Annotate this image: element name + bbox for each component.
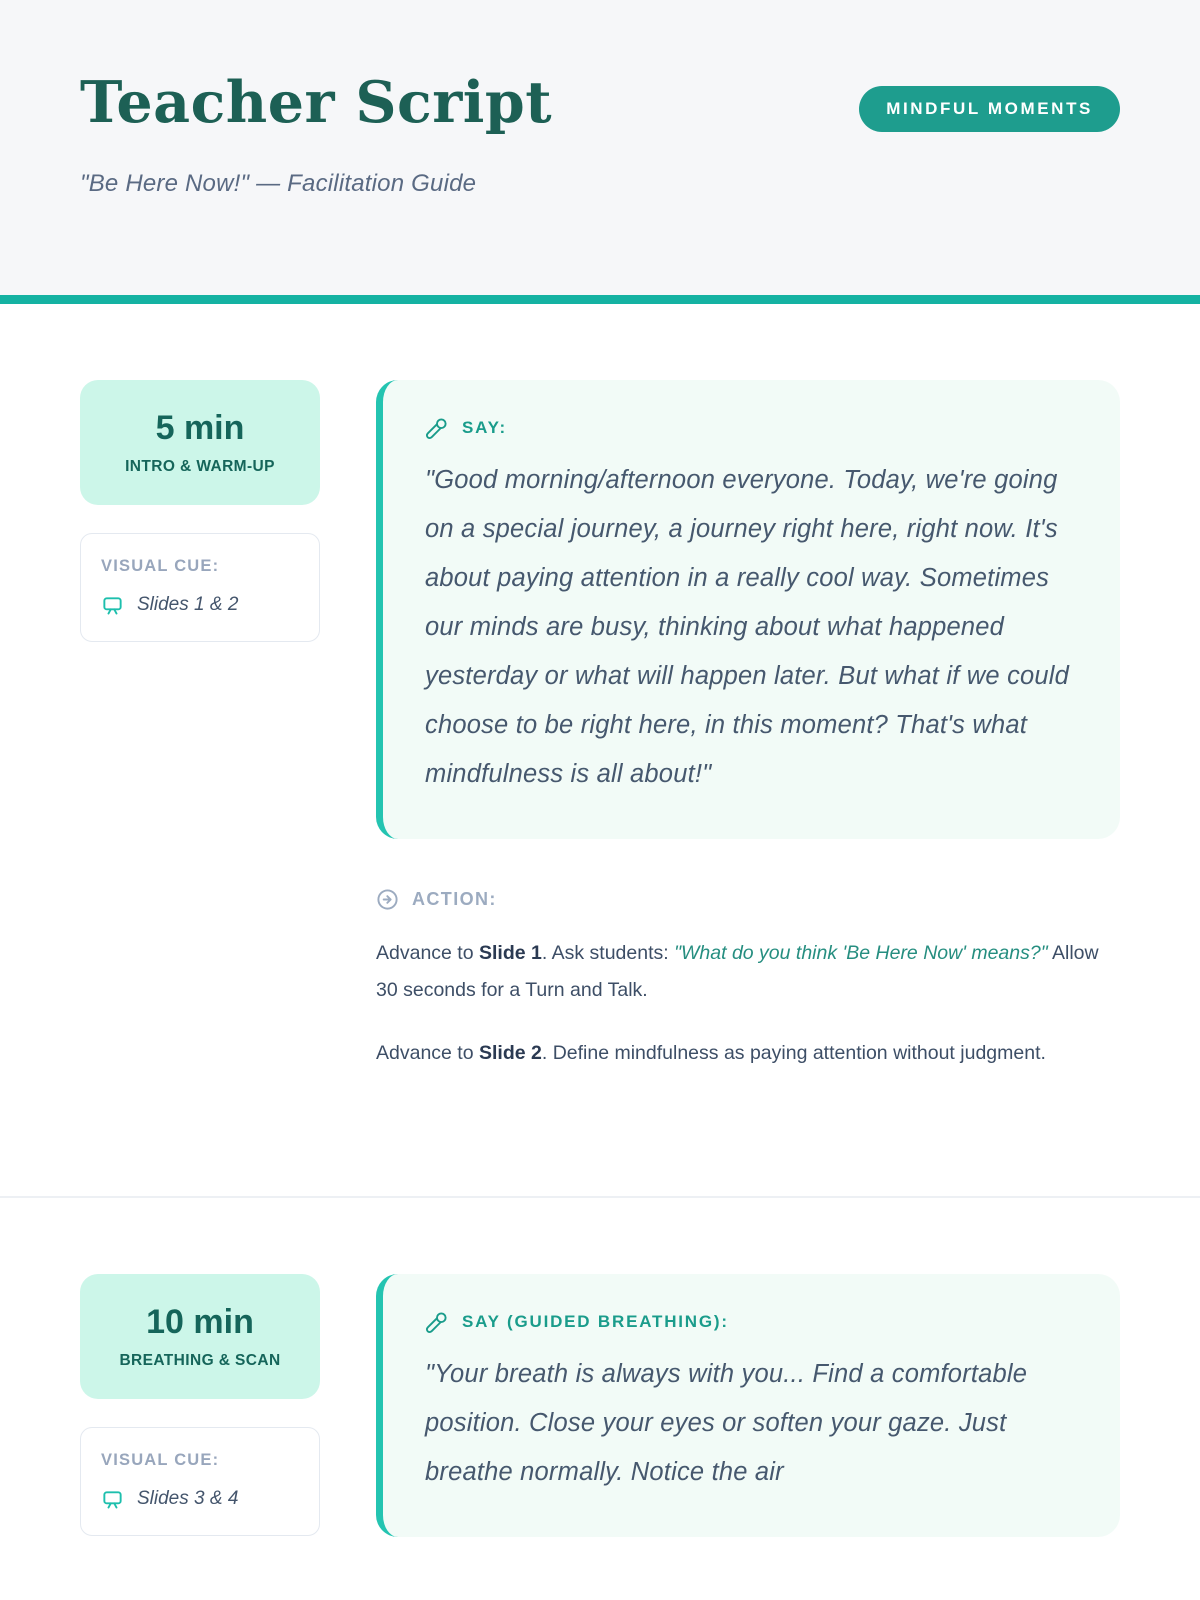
duration-label: 5 min <box>155 409 245 447</box>
action-text: Allow 30 seconds for a Turn and Talk. <box>376 942 1099 1001</box>
presentation-icon <box>101 1488 124 1511</box>
discussion-question: "What do you think 'Be Here Now' means?" <box>674 942 1048 964</box>
visual-cue-label: VISUAL CUE: <box>101 1451 220 1469</box>
say-quote-box <box>376 380 1120 839</box>
action-block <box>376 887 1120 1072</box>
action-text: . Define mindfulness as paying attention without judgment. <box>541 1042 1046 1064</box>
section-sidebar <box>80 380 320 1072</box>
action-paragraph <box>376 1035 1120 1072</box>
presentation-icon <box>101 594 124 617</box>
say-label-row <box>425 1310 1078 1334</box>
say-script-text: "Good morning/afternoon everyone. Today, we're going on a special journey, a journey right here, right now. It's about paying attention in a really cool way. Sometimes our minds are busy, thinking about what happened yesterday or what will happen later. But what if we could choose to be right here, in this moment? That's what mindfulness is all about!" <box>425 466 1070 788</box>
say-quote-box <box>376 1274 1120 1537</box>
arrow-right-circle-icon <box>376 888 399 911</box>
brand-badge: MINDFUL MOMENTS <box>859 86 1120 132</box>
section-sidebar <box>80 1274 320 1537</box>
section-content <box>376 1274 1120 1537</box>
say-script-text: "Your breath is always with you... Find a comfortable position. Close your eyes or soften your gaze. Just breathe normally. Notice the air <box>425 1360 1028 1486</box>
section-content <box>376 380 1120 1072</box>
section-breathing-scan <box>0 1198 1200 1537</box>
accent-divider-bar <box>0 295 1200 304</box>
slide-ref: Slide 2 <box>478 1042 542 1064</box>
time-badge <box>80 380 320 505</box>
page-subtitle: "Be Here Now!" — Facilitation Guide <box>80 169 477 197</box>
microphone-icon <box>425 1311 448 1334</box>
microphone-icon <box>425 417 448 440</box>
action-text: . Ask students: <box>541 942 675 964</box>
section-intro-warmup <box>0 304 1200 1196</box>
action-text: Advance to <box>376 1042 479 1064</box>
duration-label: 10 min <box>146 1303 254 1341</box>
visual-cue-label: VISUAL CUE: <box>101 557 220 575</box>
say-label: SAY: <box>462 418 507 437</box>
visual-cue-value: Slides 1 & 2 <box>137 594 239 615</box>
slide-ref: Slide 1 <box>478 942 542 964</box>
action-label-row <box>376 887 1120 911</box>
action-label: ACTION: <box>412 889 497 909</box>
visual-cue-value: Slides 3 & 4 <box>137 1488 239 1509</box>
visual-cue-row <box>101 593 301 617</box>
say-label-row <box>425 416 1078 440</box>
visual-cue-card <box>80 1427 320 1536</box>
phase-label: INTRO & WARM-UP <box>125 458 275 475</box>
header-top-row <box>80 70 1120 136</box>
page-header <box>0 0 1200 295</box>
phase-label: BREATHING & SCAN <box>119 1352 281 1369</box>
time-badge <box>80 1274 320 1399</box>
say-label: SAY (GUIDED BREATHING): <box>462 1312 729 1331</box>
visual-cue-card <box>80 533 320 642</box>
visual-cue-row <box>101 1487 301 1511</box>
action-paragraph <box>376 935 1120 1009</box>
action-text: Advance to <box>376 942 479 964</box>
page-title: Teacher Script <box>80 69 553 136</box>
